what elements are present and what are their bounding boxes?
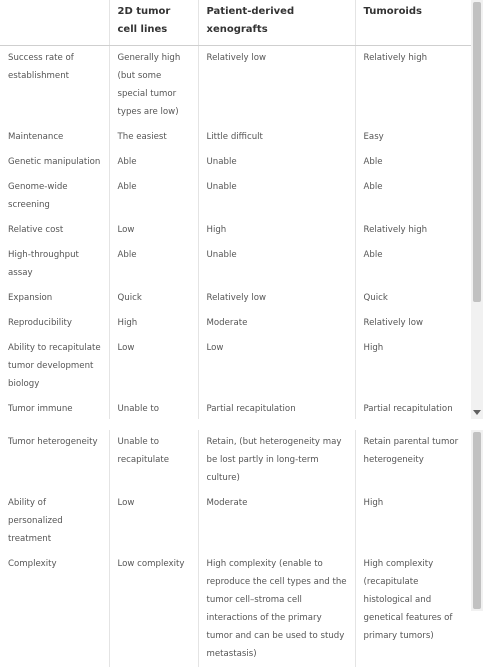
- row-label: Success rate of establishment: [0, 46, 109, 126]
- table-row: [0, 150, 471, 175]
- cell-pdx: High complexity (enable to reproduce the cell types and the tumor cell–stroma cell interactions of the primary tumor and can be used to study metastasis): [198, 552, 355, 667]
- row-label: Tumor immune: [0, 397, 109, 440]
- table-row: [0, 336, 471, 397]
- cell-2d-lines: Unable to recapitulate: [109, 430, 198, 491]
- cell-2d-lines: Low: [109, 336, 198, 397]
- cell-tumoroids: Quick: [363, 293, 388, 303]
- row-label: Genetic manipulation: [0, 150, 109, 175]
- cell-2d-lines: Able: [109, 150, 198, 175]
- row-label: Genome-wide screening: [0, 175, 109, 218]
- comparison-table-continued: [0, 430, 471, 667]
- table-row: [0, 175, 471, 218]
- cell-2d-lines: Low: [109, 218, 198, 243]
- scrollbar-thumb[interactable]: [473, 2, 481, 302]
- cell-tumoroids: High: [363, 498, 384, 508]
- panel-divider: [0, 419, 483, 430]
- table-row: [0, 491, 471, 552]
- cell-2d-lines: Able: [109, 243, 198, 286]
- row-label: Ability of personalized treatment: [0, 491, 109, 552]
- cell-tumoroids: Relatively low: [363, 318, 424, 328]
- table-viewport-bottom: [0, 430, 471, 659]
- cell-2d-lines: Unable to: [109, 397, 198, 440]
- row-label: Reproducibility: [0, 311, 109, 336]
- cell-tumoroids: Able: [363, 157, 383, 167]
- scrollbar-bottom[interactable]: [471, 430, 483, 611]
- table-body-continued: [0, 430, 471, 667]
- cell-2d-lines: High: [109, 311, 198, 336]
- table-row: [0, 311, 471, 336]
- cell-tumoroids: High complexity (recapitulate histological and genetical features of primary tumors): [363, 559, 453, 641]
- cell-pdx: Moderate: [198, 491, 355, 552]
- scrollbar-top[interactable]: [471, 0, 483, 419]
- row-label: Ability to recapitulate tumor development biology: [0, 336, 109, 397]
- cell-pdx: Unable: [198, 243, 355, 286]
- scroll-down-arrow-icon[interactable]: [473, 410, 481, 415]
- cell-tumoroids: Easy: [363, 132, 384, 142]
- cell-2d-lines: Low complexity: [109, 552, 198, 667]
- cell-tumoroids: Partial recapitulation: [363, 404, 453, 414]
- header-cell-pdx: Patient-derived xenografts: [198, 0, 355, 46]
- table-row: [0, 218, 471, 243]
- table-row: [0, 125, 471, 150]
- row-label: High-throughput assay: [0, 243, 109, 286]
- header-cell-2d-lines: 2D tumor cell lines: [109, 0, 198, 46]
- scrollbar-thumb[interactable]: [473, 432, 481, 609]
- row-label: Relative cost: [0, 218, 109, 243]
- cell-pdx: Retain, (but heterogeneity may be lost partly in long-term culture): [198, 430, 355, 491]
- cell-2d-lines: Generally high (but some special tumor types are low): [109, 46, 198, 126]
- row-label: Maintenance: [0, 125, 109, 150]
- cell-pdx: Low: [198, 336, 355, 397]
- row-label: Expansion: [0, 286, 109, 311]
- cell-tumoroids: High: [363, 343, 384, 353]
- table-row: [0, 430, 471, 491]
- cell-2d-lines: Low: [109, 491, 198, 552]
- header-row: [0, 0, 471, 46]
- cell-tumoroids: Able: [363, 250, 383, 260]
- cell-tumoroids: Able: [363, 182, 383, 192]
- table-row: [0, 243, 471, 286]
- table-body: [0, 46, 471, 441]
- cell-2d-lines: Able: [109, 175, 198, 218]
- cell-2d-lines: Quick: [109, 286, 198, 311]
- row-label: Tumor heterogeneity: [0, 430, 109, 491]
- cell-2d-lines: The easiest: [109, 125, 198, 150]
- cell-tumoroids: Retain parental tumor heterogeneity: [363, 437, 459, 465]
- cell-pdx: Relatively low: [198, 46, 355, 126]
- cell-pdx: High: [198, 218, 355, 243]
- cell-pdx: Partial recapitulation: [198, 397, 355, 440]
- cell-tumoroids: Relatively high: [363, 53, 428, 63]
- cell-pdx: Unable: [198, 150, 355, 175]
- cell-pdx: Moderate: [198, 311, 355, 336]
- table-header: [0, 0, 471, 46]
- header-cell-tumoroids: Tumoroids: [355, 0, 471, 46]
- table-row: [0, 552, 471, 667]
- row-label: Complexity: [0, 552, 109, 667]
- table-row: [0, 286, 471, 311]
- cell-tumoroids: Relatively high: [363, 225, 428, 235]
- table-row: [0, 46, 471, 126]
- cell-pdx: Little difficult: [198, 125, 355, 150]
- header-cell-empty: [0, 0, 109, 46]
- cell-pdx: Unable: [198, 175, 355, 218]
- cell-pdx: Relatively low: [198, 286, 355, 311]
